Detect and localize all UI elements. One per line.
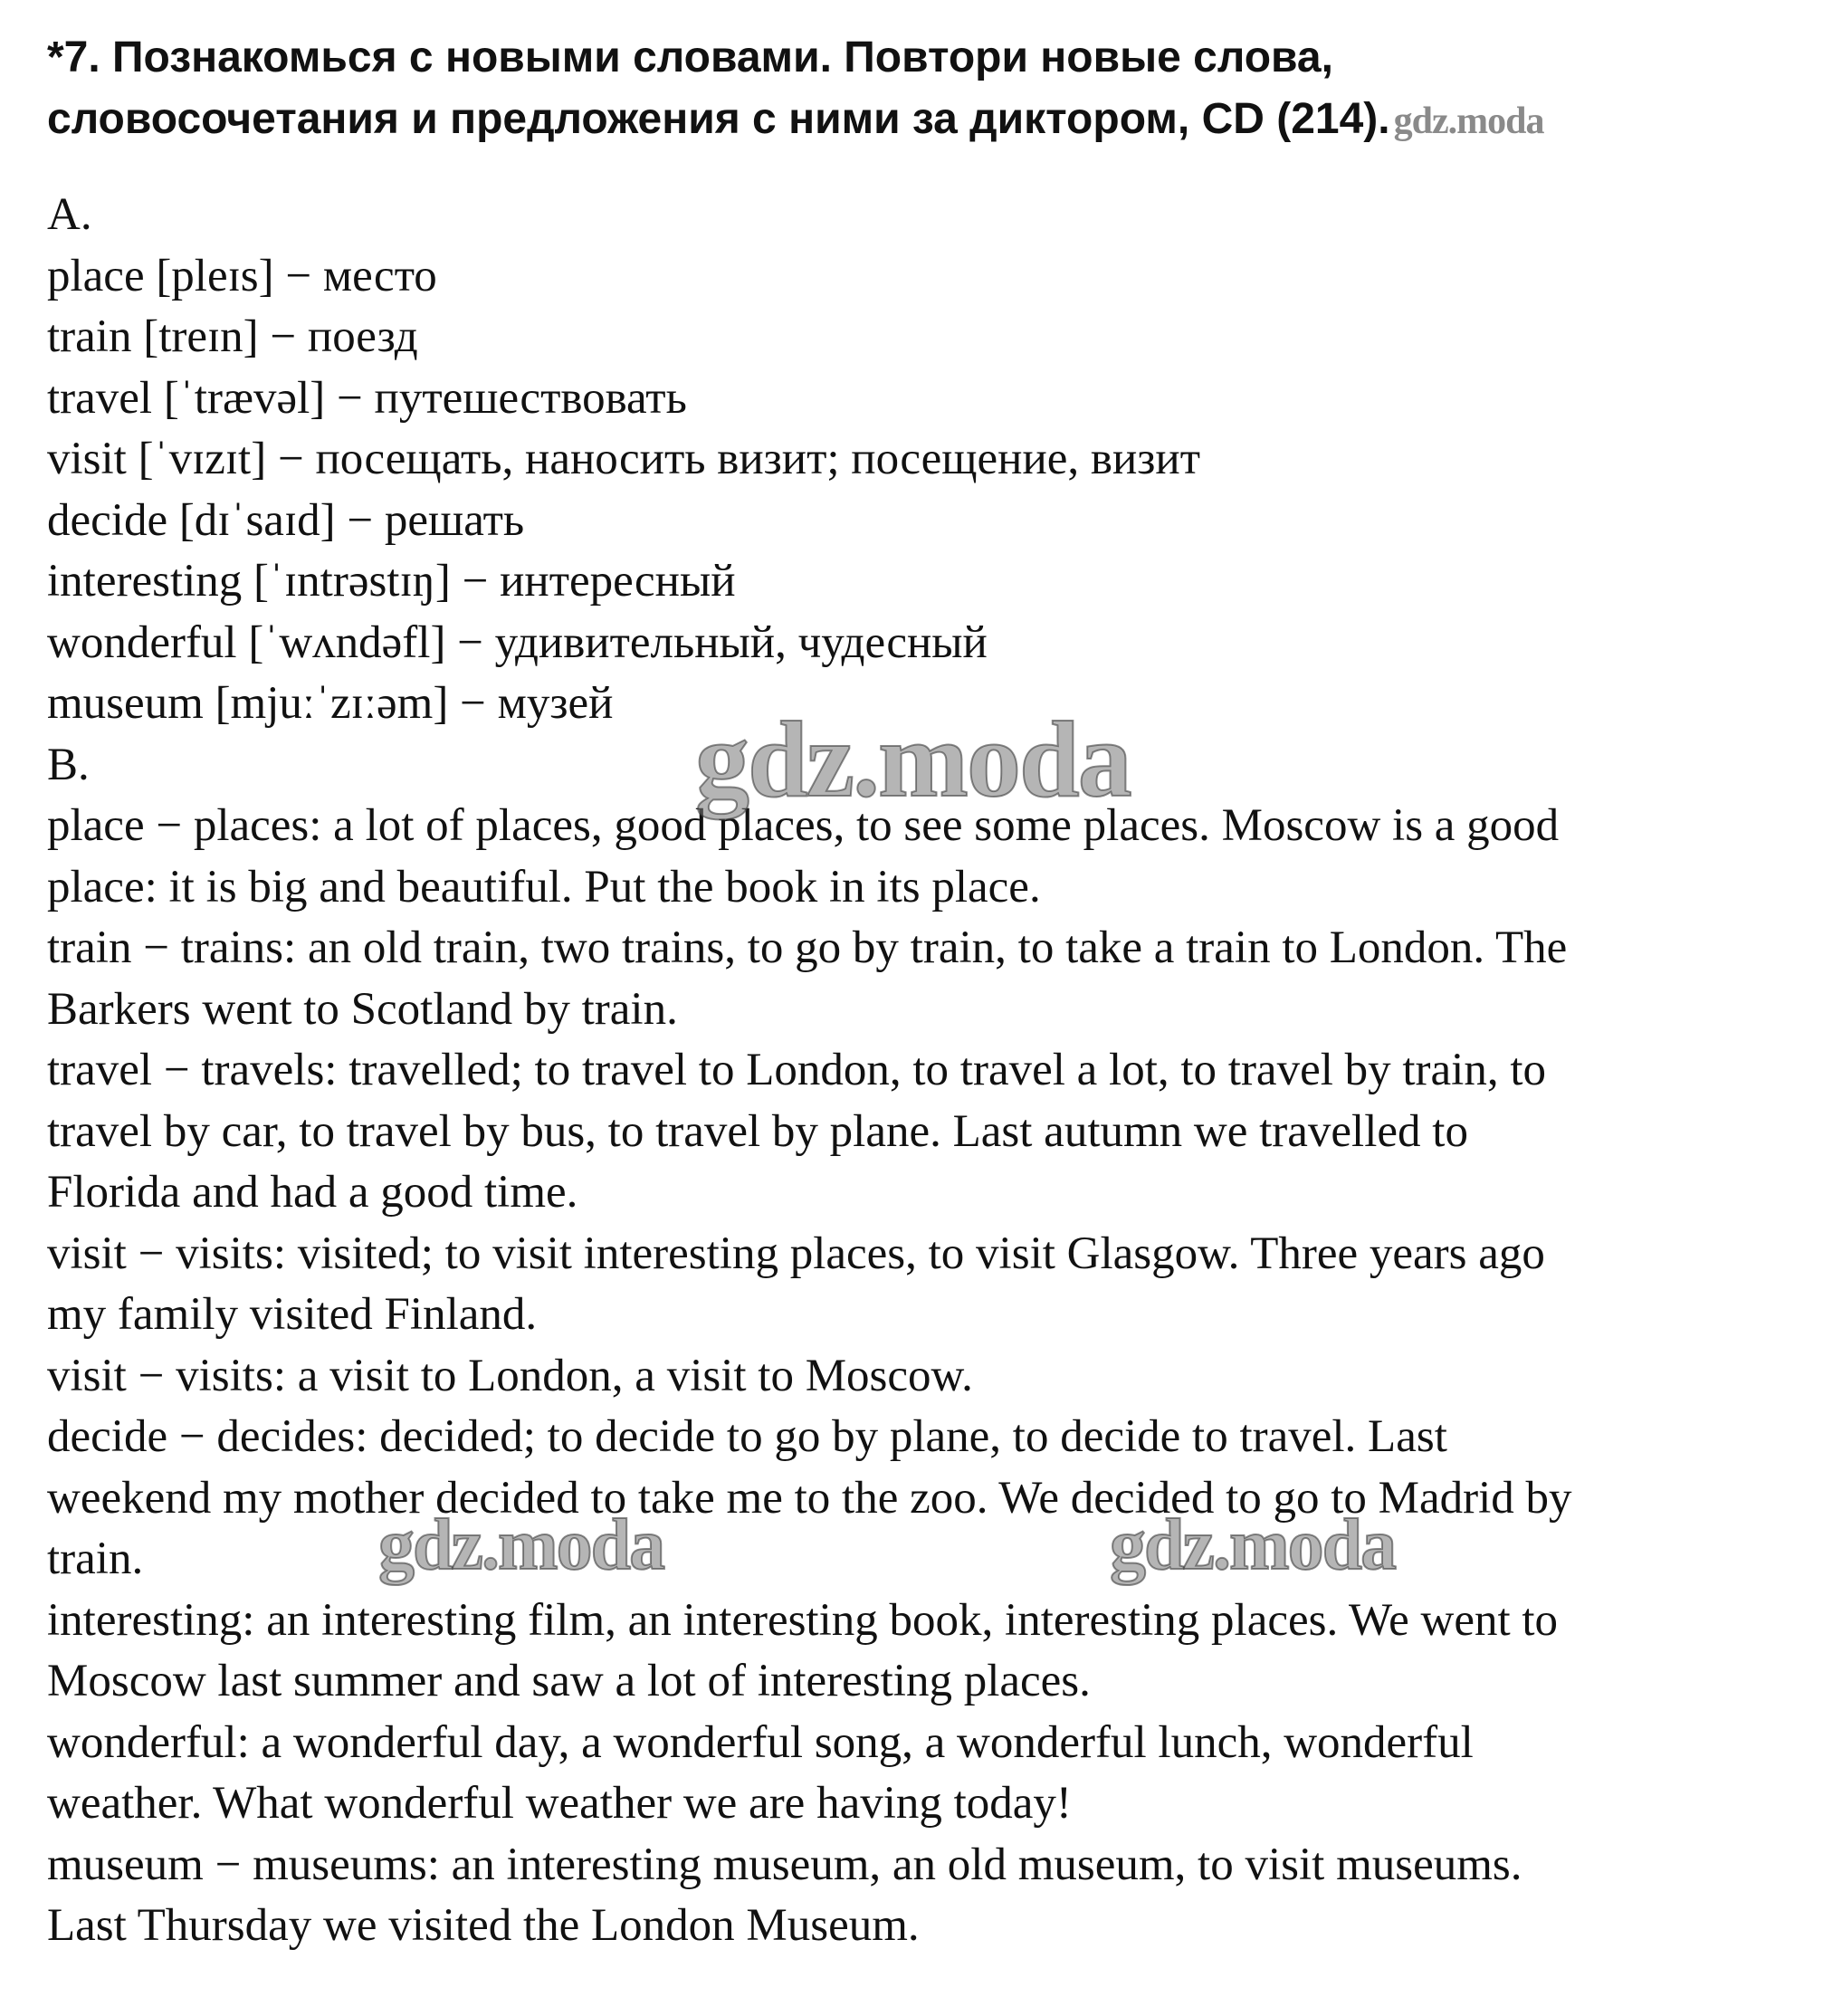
heading-line-1: *7. Познакомься с новыми словами. Повтори новые слова, bbox=[47, 33, 1333, 81]
example-line: weekend my mother decided to take me to the zoo. We decided to go to Madrid by bbox=[47, 1472, 1572, 1524]
example-line: train. bbox=[47, 1533, 144, 1584]
example-line: visit − visits: a visit to London, a visit to Moscow. bbox=[47, 1350, 973, 1401]
vocab-entry: train [treɪn] − поезд bbox=[47, 311, 418, 362]
example-line: visit − visits: visited; to visit interesting places, to visit Glasgow. Three years ago bbox=[47, 1228, 1545, 1279]
watermark-logo: gdz.moda bbox=[695, 699, 1131, 819]
section-a-label: A. bbox=[47, 189, 92, 240]
example-line: my family visited Finland. bbox=[47, 1289, 538, 1340]
example-line: Last Thursday we visited the London Museum. bbox=[47, 1900, 920, 1951]
example-line: interesting: an interesting film, an interesting book, interesting places. We went to bbox=[47, 1594, 1559, 1646]
example-line: wonderful: a wonderful day, a wonderful song, a wonderful lunch, wonderful bbox=[47, 1716, 1474, 1768]
example-line: travel − travels: travelled; to travel to London, to travel a lot, to travel by train, to bbox=[47, 1045, 1547, 1095]
vocab-entry: place [pleɪs] − место bbox=[47, 250, 437, 301]
vocab-entry: travel [ˈtrævəl] − путешествовать bbox=[47, 372, 687, 424]
example-line: weather. What wonderful weather we are having today! bbox=[47, 1778, 1072, 1829]
heading-line-2 bbox=[47, 89, 1803, 152]
watermark-logo: gdz.moda bbox=[1110, 1505, 1396, 1585]
vocab-entry: museum [mjuːˈzɪːəm] − музей bbox=[47, 678, 614, 729]
exercise-heading bbox=[47, 27, 1803, 152]
heading-line-2-text: словосочетания и предложения с ними за диктором, CD (214). bbox=[47, 95, 1390, 143]
example-line: Barkers went to Scotland by train. bbox=[47, 983, 678, 1035]
example-line: train − trains: an old train, two trains, to go by train, to take a train to London. The bbox=[47, 922, 1568, 973]
vocab-entry: interesting [ˈɪntrəstɪŋ] − интересный bbox=[47, 556, 736, 607]
vocab-entry: visit [ˈvɪzɪt] − посещать, наносить визит; посещение, визит bbox=[47, 434, 1200, 484]
vocab-entry: wonderful [ˈwʌndəfl] − удивительный, чудесный bbox=[47, 616, 988, 668]
exercise-body bbox=[47, 185, 1803, 1957]
vocab-entry: decide [dɪˈsaɪd] − решать bbox=[47, 494, 525, 546]
example-line: museum − museums: an interesting museum, an old museum, to visit museums. bbox=[47, 1839, 1522, 1890]
example-line: place − places: a lot of places, good places, to see some places. Moscow is a good bbox=[47, 800, 1560, 851]
section-b-label: B. bbox=[47, 739, 90, 790]
watermark-logo: gdz.moda bbox=[378, 1505, 664, 1585]
example-line: place: it is big and beautiful. Put the book in its place. bbox=[47, 861, 1041, 912]
example-line: Florida and had a good time. bbox=[47, 1167, 578, 1218]
document-page bbox=[47, 27, 1803, 1957]
heading-watermark: gdz.moda bbox=[1393, 100, 1544, 142]
example-line: decide − decides: decided; to decide to go by plane, to decide to travel. Last bbox=[47, 1411, 1447, 1462]
example-line: travel by car, to travel by bus, to travel by plane. Last autumn we travelled to bbox=[47, 1105, 1468, 1157]
example-line: Moscow last summer and saw a lot of interesting places. bbox=[47, 1656, 1091, 1706]
